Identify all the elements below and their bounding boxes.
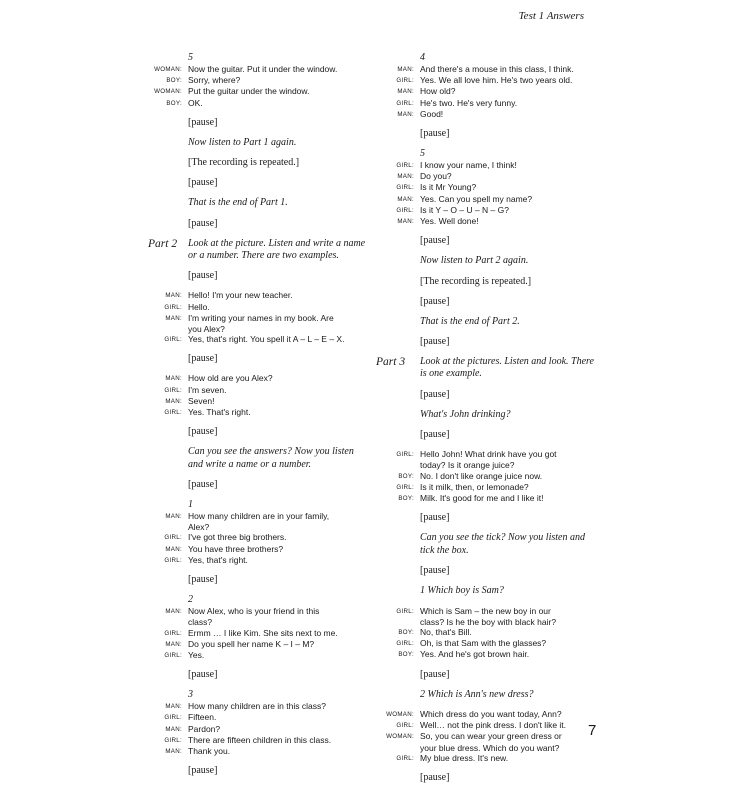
dialogue-example <box>372 449 598 504</box>
dialogue-line <box>372 449 598 460</box>
speaker-label: GIRL: <box>164 303 182 311</box>
dialogue-line <box>140 735 366 746</box>
dialogue-line <box>372 205 598 216</box>
speaker-label: GIRL: <box>396 722 414 730</box>
dialogue-line <box>372 627 598 638</box>
dialogue-line <box>372 98 598 109</box>
dialogue-line <box>372 194 598 205</box>
speech-text: No, that's Bill. <box>420 626 472 637</box>
speaker-label: MAN: <box>165 703 182 711</box>
item-number: 3 <box>188 689 193 701</box>
speech-text: you Alex? <box>188 324 225 335</box>
dialogue-line <box>140 628 366 639</box>
speaker-label: GIRL: <box>164 534 182 542</box>
speech-text: Yes. Can you spell my name? <box>420 193 533 204</box>
speech-text: I know your name, I think! <box>420 160 517 171</box>
dialogue-line <box>140 75 366 86</box>
item-number: 1 <box>188 499 193 511</box>
dialogue-line <box>140 396 366 407</box>
speaker-label: GIRL: <box>396 754 414 762</box>
speech-text: Well… not the pink dress. I don't like it. <box>420 720 567 731</box>
speech-text: Do you spell her name K – I – M? <box>188 638 315 649</box>
dialogue-line <box>372 75 598 86</box>
pause-note: [pause] <box>420 128 450 140</box>
instruction: Can you see the tick? Now you listen and tick the box. <box>420 532 585 556</box>
speech-text: Yes, that's right. You spell it A – L – E – X. <box>188 334 345 345</box>
example-question: What's John drinking? <box>420 408 511 420</box>
question-1: 1 Which boy is Sam? <box>420 585 504 597</box>
dialogue-line <box>372 471 598 482</box>
dialogue-line <box>140 334 366 345</box>
speech-text: And there's a mouse in this class, I think. <box>420 64 574 74</box>
dialogue-line <box>140 98 366 109</box>
dialogue-line <box>140 650 366 661</box>
speech-text: Good! <box>420 108 444 119</box>
speaker-label: MAN: <box>165 640 182 648</box>
speaker-label: BOY: <box>398 472 414 480</box>
speaker-label: WOMAN: <box>154 66 182 73</box>
pause-note: [pause] <box>420 336 450 348</box>
dialogue-line <box>372 753 598 764</box>
speaker-label: MAN: <box>397 88 414 96</box>
dialogue-line <box>372 709 598 720</box>
speech-text: Is it Mr Young? <box>420 182 477 193</box>
speech-text: Sorry, where? <box>188 75 241 86</box>
speech-text: How old are you Alex? <box>188 373 273 384</box>
pause-note: [pause] <box>188 669 218 681</box>
dialogue-line <box>140 407 366 418</box>
speaker-label: WOMAN: <box>386 733 414 741</box>
item-number: 2 <box>188 594 193 606</box>
dialogue-line <box>372 493 598 504</box>
speech-text: OK. <box>188 97 203 108</box>
dialogue-line <box>372 160 598 171</box>
speech-text: Do you? <box>420 171 452 182</box>
dialogue-line <box>140 532 366 543</box>
dialogue-question-1 <box>372 606 598 661</box>
speech-text: I'm seven. <box>188 384 227 395</box>
speech-text: Now the guitar. Put it under the window. <box>188 64 338 74</box>
dialogue-line <box>140 290 366 301</box>
speaker-label: GIRL: <box>396 483 414 491</box>
recording-note: [The recording is repeated.] <box>188 157 300 169</box>
speech-text: You have three brothers? <box>188 543 284 554</box>
speaker-label: GIRL: <box>164 629 182 637</box>
speaker-label: GIRL: <box>164 386 182 394</box>
part-instruction: Look at the picture. Listen and write a name or a number. There are two examples. <box>188 237 366 262</box>
speech-text: Yes. We all love him. He's two years old. <box>420 75 573 86</box>
pause-note: [pause] <box>420 565 450 577</box>
speech-text: Seven! <box>188 395 215 406</box>
dialogue-line <box>140 511 366 522</box>
speaker-label: GIRL: <box>164 714 182 722</box>
speaker-label: GIRL: <box>164 651 182 659</box>
speech-text: I'm writing your names in my book. Are <box>188 312 334 323</box>
speech-text: Is it Y – O – U – N – G? <box>420 204 509 215</box>
speech-text: Put the guitar under the window. <box>188 86 310 97</box>
speech-text: Which is Sam – the new boy in our <box>420 605 551 616</box>
dialogue-line <box>372 171 598 182</box>
dialogue-line <box>140 701 366 712</box>
question-2: 2 Which is Ann's new dress? <box>420 688 534 700</box>
speech-text: Now Alex, who is your friend in this <box>188 606 320 617</box>
dialogue-line <box>372 64 598 75</box>
speech-text: Oh, is that Sam with the glasses? <box>420 638 547 649</box>
instruction: Now listen to Part 2 again. <box>420 255 529 267</box>
pause-note: [pause] <box>420 388 450 400</box>
speaker-label: MAN: <box>165 513 182 521</box>
instruction: That is the end of Part 1. <box>188 197 288 209</box>
dialogue-item-3 <box>140 689 366 757</box>
instruction: Can you see the answers? Now you listen and write a name or a number. <box>188 446 354 470</box>
speaker-label: GIRL: <box>396 77 414 85</box>
speech-text: Yes. Well done! <box>420 216 479 227</box>
item-number: 5 <box>188 52 193 63</box>
speaker-label <box>140 522 188 532</box>
dialogue-line <box>140 302 366 313</box>
speaker-label: GIRL: <box>164 336 182 344</box>
speech-text: Fifteen. <box>188 712 217 723</box>
speaker-label: MAN: <box>397 110 414 118</box>
speaker-label: MAN: <box>397 218 414 226</box>
running-head: Test 1 Answers <box>518 10 584 22</box>
dialogue-line <box>140 324 366 334</box>
pause-note: [pause] <box>188 353 218 365</box>
speaker-label: GIRL: <box>396 206 414 214</box>
speaker-label: GIRL: <box>396 451 414 459</box>
speech-text: Alex? <box>188 522 210 533</box>
speech-text: So, you can wear your green dress or <box>420 731 562 742</box>
dialogue-line <box>140 86 366 97</box>
speaker-label: GIRL: <box>396 99 414 107</box>
speech-text: Yes. That's right. <box>188 407 251 418</box>
speech-text: No. I don't like orange juice now. <box>420 470 543 481</box>
dialogue-line <box>140 639 366 650</box>
speaker-label: BOY: <box>398 495 414 503</box>
pause-note: [pause] <box>420 668 450 680</box>
dialogue-item-4 <box>372 52 598 120</box>
speaker-label: MAN: <box>165 314 182 322</box>
dialogue-line <box>372 617 598 627</box>
speech-text: Is it milk, then, or lemonade? <box>420 481 529 492</box>
speaker-label <box>140 617 188 627</box>
dialogue-line <box>372 482 598 493</box>
speaker-label: GIRL: <box>396 162 414 170</box>
speech-text: today? Is it orange juice? <box>420 460 515 471</box>
pause-note: [pause] <box>188 479 218 491</box>
item-number: 5 <box>420 148 425 160</box>
pause-note: [pause] <box>188 177 218 189</box>
pause-note: [pause] <box>188 765 218 777</box>
pause-note: [pause] <box>188 426 218 438</box>
speaker-label: BOY: <box>166 77 182 85</box>
dialogue-line <box>140 522 366 532</box>
speaker-label <box>140 324 188 334</box>
speech-text: Ermm … I like Kim. She sits next to me. <box>188 627 338 638</box>
dialogue-line <box>372 109 598 120</box>
speech-text: Which dress do you want today, Ann? <box>420 708 562 719</box>
speech-text: Yes. <box>188 649 205 660</box>
speech-text: Yes, that's right. <box>188 554 248 565</box>
speech-text: I've got three big brothers. <box>188 532 287 543</box>
speaker-label: GIRL: <box>396 607 414 615</box>
dialogue-line <box>372 720 598 731</box>
dialogue-example-2 <box>140 373 366 418</box>
speaker-label: MAN: <box>397 195 414 203</box>
dialogue-line <box>140 724 366 735</box>
speaker-label: MAN: <box>165 397 182 405</box>
dialogue-line <box>140 385 366 396</box>
speech-text: Yes. And he's got brown hair. <box>420 649 530 660</box>
speaker-label: GIRL: <box>164 409 182 417</box>
speech-text: How many children are in this class? <box>188 701 326 712</box>
speech-text: Pardon? <box>188 723 221 734</box>
speaker-label: MAN: <box>165 375 182 383</box>
speaker-label: MAN: <box>165 725 182 733</box>
speaker-label: WOMAN: <box>386 710 414 718</box>
part-instruction: Look at the pictures. Listen and look. There is one example. <box>420 356 594 380</box>
speaker-label: BOY: <box>398 651 414 659</box>
dialogue-line <box>140 313 366 324</box>
speaker-label: BOY: <box>398 628 414 636</box>
dialogue-line <box>372 638 598 649</box>
speaker-label: MAN: <box>165 747 182 755</box>
left-column <box>140 52 366 785</box>
instruction: That is the end of Part 2. <box>420 315 520 327</box>
dialogue-line <box>140 544 366 555</box>
pause-note: [pause] <box>188 574 218 586</box>
speech-text: your blue dress. Which do you want? <box>420 742 560 753</box>
speech-text: How old? <box>420 86 456 97</box>
speech-text: class? <box>188 617 213 628</box>
dialogue-line <box>372 731 598 742</box>
dialogue-line <box>372 649 598 660</box>
speech-text: Hello John! What drink have you got <box>420 449 557 460</box>
part-label: Part 3 <box>376 356 406 369</box>
dialogue-item-1 <box>140 499 366 566</box>
dialogue-line <box>372 216 598 227</box>
dialogue-item-5 <box>372 148 598 227</box>
pause-note: [pause] <box>188 270 218 282</box>
speech-text: Milk. It's good for me and I like it! <box>420 493 544 504</box>
item-number: 4 <box>420 52 425 63</box>
speech-text: class? Is he the boy with black hair? <box>420 616 557 627</box>
speaker-label: GIRL: <box>396 184 414 192</box>
speech-text: My blue dress. It's new. <box>420 752 509 763</box>
dialogue-line <box>372 86 598 97</box>
dialogue-line <box>372 606 598 617</box>
dialogue-line <box>372 460 598 470</box>
dialogue-line <box>140 617 366 627</box>
dialogue-line <box>140 555 366 566</box>
speaker-label <box>372 617 420 627</box>
speaker-label: MAN: <box>397 173 414 181</box>
part-3-heading <box>372 356 598 381</box>
dialogue-line <box>372 743 598 753</box>
speech-text: How many children are in your family, <box>188 511 330 522</box>
instruction: Now listen to Part 1 again. <box>188 136 297 148</box>
dialogue-line <box>140 373 366 384</box>
pause-note: [pause] <box>420 295 450 307</box>
speech-text: Thank you. <box>188 745 231 756</box>
speaker-label: MAN: <box>397 66 414 73</box>
dialogue-line <box>372 182 598 193</box>
speaker-label: WOMAN: <box>154 88 182 96</box>
right-column <box>372 52 598 792</box>
speech-text: He's two. He's very funny. <box>420 97 518 108</box>
pause-note: [pause] <box>420 235 450 247</box>
recording-note: [The recording is repeated.] <box>420 275 532 287</box>
part-label: Part 2 <box>148 237 178 250</box>
pause-note: [pause] <box>188 116 218 128</box>
page-number: 7 <box>588 722 597 739</box>
pause-note: [pause] <box>420 429 450 441</box>
speaker-label: MAN: <box>165 545 182 553</box>
part-2-heading <box>140 238 366 263</box>
dialogue-example-1 <box>140 290 366 345</box>
dialogue-line <box>140 606 366 617</box>
dialogue-line <box>140 712 366 723</box>
speech-text: Hello. <box>188 301 210 312</box>
dialogue-item-5 <box>140 52 366 109</box>
pause-note: [pause] <box>188 217 218 229</box>
speech-text: Hello! I'm your new teacher. <box>188 290 293 301</box>
dialogue-line <box>140 64 366 75</box>
speaker-label: GIRL: <box>396 640 414 648</box>
speaker-label: GIRL: <box>164 736 182 744</box>
speech-text: There are fifteen children in this class. <box>188 734 332 745</box>
speaker-label: GIRL: <box>164 556 182 564</box>
dialogue-item-2 <box>140 594 366 661</box>
dialogue-question-2 <box>372 709 598 764</box>
speaker-label: MAN: <box>165 292 182 300</box>
speaker-label: MAN: <box>165 608 182 616</box>
dialogue-line <box>140 746 366 757</box>
pause-note: [pause] <box>420 512 450 524</box>
speaker-label <box>372 743 420 753</box>
speaker-label <box>372 460 420 470</box>
pause-note: [pause] <box>420 771 450 783</box>
speaker-label: BOY: <box>166 99 182 107</box>
